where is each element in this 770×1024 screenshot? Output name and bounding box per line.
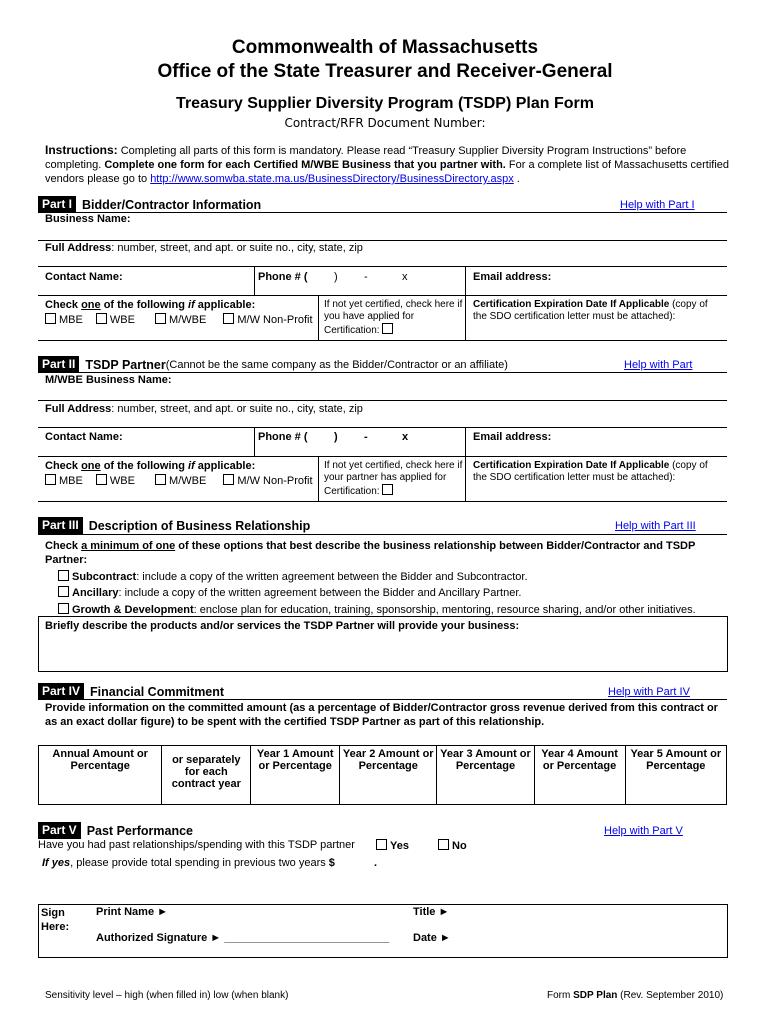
phone-label: Phone # ( (258, 271, 308, 283)
divider (465, 266, 466, 295)
year1-cell[interactable] (251, 746, 340, 805)
cert-expiry-label (473, 299, 723, 323)
partner-wbe-label: WBE (109, 475, 135, 487)
part2-tag: Part II (38, 356, 79, 373)
annual-amount-cell[interactable] (39, 746, 162, 805)
year2-cell[interactable] (340, 746, 437, 805)
partner-phone-dash: - (364, 431, 368, 443)
form-title: Treasury Supplier Diversity Program (TSDP) Plan Form (176, 95, 594, 112)
partner-cert-expiry-label (473, 460, 723, 484)
divider (38, 456, 727, 457)
address-label (45, 242, 363, 254)
partner-phone-paren: ) (334, 431, 338, 443)
partner-email-label: Email address: (473, 431, 552, 443)
divider (38, 340, 727, 341)
check-one: one (81, 460, 101, 472)
rel-post: of these options that best describe the business relationship between Bidder/Contractor and TSDP Partner: (45, 540, 696, 566)
divider (465, 427, 466, 456)
partner-check-one-label (45, 460, 255, 472)
part2-title: TSDP Partner (85, 357, 166, 372)
growth-checkbox[interactable] (58, 603, 69, 614)
spending-amount-field[interactable] (341, 854, 371, 870)
part1-tag: Part I (38, 196, 76, 213)
phone-paren: ) (334, 271, 338, 283)
help-part4-link[interactable]: Help with Part IV (608, 686, 690, 698)
divider (38, 699, 727, 700)
email-label: Email address: (473, 271, 552, 283)
partner-phone-label: Phone # ( (258, 431, 308, 443)
yes-option (376, 839, 409, 852)
part5-tag: Part V (38, 822, 81, 839)
form-version (547, 990, 723, 1001)
part1-header (38, 196, 261, 213)
contract-number-label: Contract/RFR Document Number: (284, 116, 486, 130)
partner-mwbe-label: M/WBE (169, 475, 207, 487)
if-yes-bold: If yes (42, 857, 71, 869)
check-one-label (45, 299, 255, 311)
check-if: if (188, 299, 195, 311)
check-pre: Check (45, 299, 82, 311)
partner-applied-certification-checkbox[interactable] (382, 484, 393, 495)
separate-year-cell (162, 746, 251, 805)
divider (465, 456, 466, 501)
divider (38, 427, 727, 428)
check-one: one (81, 299, 101, 311)
cert-expiry-rest: (copy of the SDO certification letter must be attached): (473, 299, 708, 322)
year2-header: Year 2 Amount or Percentage (342, 748, 434, 772)
separate-year-header: or separately for each contract year (171, 754, 241, 790)
ancillary-checkbox[interactable] (58, 586, 69, 597)
check-post: applicable: (194, 299, 256, 311)
year3-cell[interactable] (437, 746, 534, 805)
address-hint: : number, street, and apt. or suite no., city, state, zip (111, 242, 363, 254)
part2-subtitle: (Cannot be the same company as the Bidder/Contractor or an affiliate) (165, 358, 508, 371)
part5-header (38, 822, 193, 839)
divider (38, 266, 727, 267)
check-if: if (188, 460, 195, 472)
sign-here-label: Sign Here: (41, 907, 70, 933)
partner-contact-label: Contact Name: (45, 431, 123, 443)
title-field[interactable] (455, 904, 720, 922)
part1-title: Bidder/Contractor Information (82, 197, 262, 212)
instructions-bold: Complete one form for each Certified M/WBE Business that you partner with. (104, 159, 506, 171)
divider (254, 266, 255, 295)
cert-expiry-rest: (copy of the SDO certification letter must be attached): (473, 460, 708, 483)
mbe-label: MBE (59, 314, 83, 326)
part4-title: Financial Commitment (90, 684, 225, 699)
check-mid: of the following (100, 299, 189, 311)
subcontract-text: : include a copy of the written agreement between the Bidder and Subcontractor. (136, 571, 528, 583)
divider (38, 372, 727, 373)
sensitivity-note: Sensitivity level – high (when filled in) low (when blank) (45, 990, 289, 1001)
divider (254, 427, 255, 456)
yes-label: Yes (390, 840, 409, 852)
check-post: applicable: (194, 460, 256, 472)
partner-mw-nonprofit-label: M/W Non-Profit (237, 475, 313, 487)
rel-min: a minimum of one (81, 540, 176, 552)
subcontract-checkbox[interactable] (58, 570, 69, 581)
year3-header: Year 3 Amount or Percentage (440, 748, 531, 772)
financial-table (38, 745, 727, 805)
address-label-bold: Full Address (45, 242, 112, 254)
relationship-instructions (45, 539, 725, 567)
divider (318, 295, 319, 340)
document-title-office: Office of the State Treasurer and Receiver-General (157, 61, 613, 82)
partner-mbe-label: MBE (59, 475, 83, 487)
phone-dash: - (364, 271, 368, 283)
products-services-label: Briefly describe the products and/or services the TSDP Partner will provide your business: (45, 620, 520, 632)
rel-pre: Check (45, 540, 82, 552)
not-certified-label: If not yet certified, check here if you have applied for Certification: (324, 299, 463, 336)
ancillary-option (58, 586, 521, 599)
partner-cert-type-options (45, 474, 313, 487)
partner-address-bold: Full Address (45, 403, 112, 415)
part3-title: Description of Business Relationship (88, 518, 311, 533)
date-label: Date ► (413, 932, 451, 944)
mbe-checkbox[interactable] (45, 313, 56, 324)
year4-cell[interactable] (534, 746, 625, 805)
year5-cell[interactable] (625, 746, 726, 805)
no-checkbox[interactable] (438, 839, 449, 850)
cert-type-options (45, 313, 313, 326)
help-part3-link[interactable]: Help with Part III (615, 520, 696, 532)
signature-line[interactable]: ___________________________ (224, 932, 390, 944)
growth-text: : enclose plan for education, training, sponsorship, mentoring, resource sharing, and/or other initiatives. (193, 604, 696, 616)
title-label: Title ► (413, 906, 450, 918)
instructions (45, 143, 735, 186)
mw-nonprofit-checkbox[interactable] (223, 313, 234, 324)
partner-mw-nonprofit-checkbox[interactable] (223, 474, 234, 485)
form-id: SDP Plan (573, 990, 618, 1001)
auth-sig-text: Authorized Signature ► (96, 932, 222, 944)
divider (38, 295, 727, 296)
mwbe-business-name-label: M/WBE Business Name: (45, 374, 172, 386)
partner-address-hint: : number, street, and apt. or suite no., city, state, zip (111, 403, 363, 415)
divider (38, 501, 727, 502)
partner-address-label (45, 403, 363, 415)
dollar-sign: $ (328, 857, 335, 869)
divider (465, 295, 466, 340)
annual-amount-header: Annual Amount or Percentage (52, 748, 148, 772)
form-revision: (Rev. September 2010) (617, 990, 724, 1001)
mwbe-checkbox[interactable] (155, 313, 166, 324)
part2-header (38, 356, 508, 373)
divider (38, 400, 727, 401)
vendor-directory-link[interactable]: http://www.somwba.state.ma.us/BusinessDirectory/BusinessDirectory.aspx (150, 173, 514, 185)
check-mid: of the following (100, 460, 189, 472)
growth-label: Growth & Development (72, 604, 194, 616)
instructions-text: Completing all parts of this form is mandatory. Please read “Treasury Supplier Diversity Program Instructions” before completing. (45, 145, 687, 171)
growth-option (58, 603, 696, 616)
form-pre: Form (547, 990, 574, 1001)
ancillary-text: : include a copy of the written agreement between the Bidder and Ancillary Partner. (118, 587, 522, 599)
if-yes-rest: , please provide total spending in previous two years (70, 857, 329, 869)
yes-checkbox[interactable] (376, 839, 387, 850)
business-name-label: Business Name: (45, 213, 131, 225)
part4-tag: Part IV (38, 683, 84, 700)
year4-header: Year 4 Amount or Percentage (541, 748, 618, 772)
date-field[interactable] (455, 930, 720, 948)
divider (38, 240, 727, 241)
mw-nonprofit-label: M/W Non-Profit (237, 314, 313, 326)
document-title-commonwealth: Commonwealth of Massachusetts (231, 37, 539, 58)
check-pre: Check (45, 460, 82, 472)
spending-period: . (374, 857, 378, 869)
no-option (438, 839, 467, 852)
part3-header (38, 517, 310, 534)
part5-title: Past Performance (86, 823, 193, 838)
mwbe-label: M/WBE (169, 314, 207, 326)
contact-name-label: Contact Name: (45, 271, 123, 283)
help-part1-link[interactable]: Help with Part I (620, 199, 695, 211)
part3-tag: Part III (38, 517, 83, 534)
instructions-end: . (513, 173, 520, 185)
help-part5-link[interactable]: Help with Part V (604, 825, 683, 837)
cert-expiry-bold: Certification Expiration Date If Applicable (473, 299, 670, 310)
if-yes-text (42, 857, 335, 869)
not-certified-text (324, 299, 464, 337)
ancillary-label: Ancillary (72, 587, 119, 599)
no-label: No (452, 840, 467, 852)
partner-phone-ext: x (402, 431, 409, 443)
applied-certification-checkbox[interactable] (382, 323, 393, 334)
past-relationship-question: Have you had past relationships/spending with this TSDP partner (38, 839, 355, 851)
cert-expiry-bold: Certification Expiration Date If Applicable (473, 460, 670, 471)
subcontract-option (58, 570, 528, 583)
products-services-box[interactable] (38, 616, 728, 672)
authorized-signature-label (96, 932, 389, 944)
wbe-checkbox[interactable] (96, 313, 107, 324)
divider (38, 534, 727, 535)
part4-header (38, 683, 224, 700)
year5-header: Year 5 Amount or Percentage (630, 748, 722, 772)
partner-mbe-checkbox[interactable] (45, 474, 56, 485)
wbe-label: WBE (109, 314, 135, 326)
print-name-label: Print Name ► (96, 906, 169, 918)
partner-mwbe-checkbox[interactable] (155, 474, 166, 485)
instructions-text-2: For a complete list of Massachusetts certified vendors please go to (45, 159, 730, 185)
partner-not-certified-label: If not yet certified, check here if your partner has applied for Certification: (324, 460, 463, 497)
phone-ext: x (402, 271, 408, 283)
business-name-field[interactable] (250, 213, 720, 235)
subcontract-label: Subcontract (72, 571, 137, 583)
year1-header: Year 1 Amount or Percentage (256, 748, 334, 772)
help-part2-link[interactable]: Help with Part (624, 359, 693, 371)
financial-instructions: Provide information on the committed amount (as a percentage of Bidder/Contractor gross revenue derived from this contract or as an exact dollar figure) to be spent with the certified TSDP Partner as part of this relationship. (45, 702, 718, 728)
instructions-label: Instructions: (45, 143, 118, 157)
print-name-field[interactable] (180, 904, 405, 922)
partner-not-certified-text (324, 460, 464, 498)
divider (318, 456, 319, 501)
partner-wbe-checkbox[interactable] (96, 474, 107, 485)
